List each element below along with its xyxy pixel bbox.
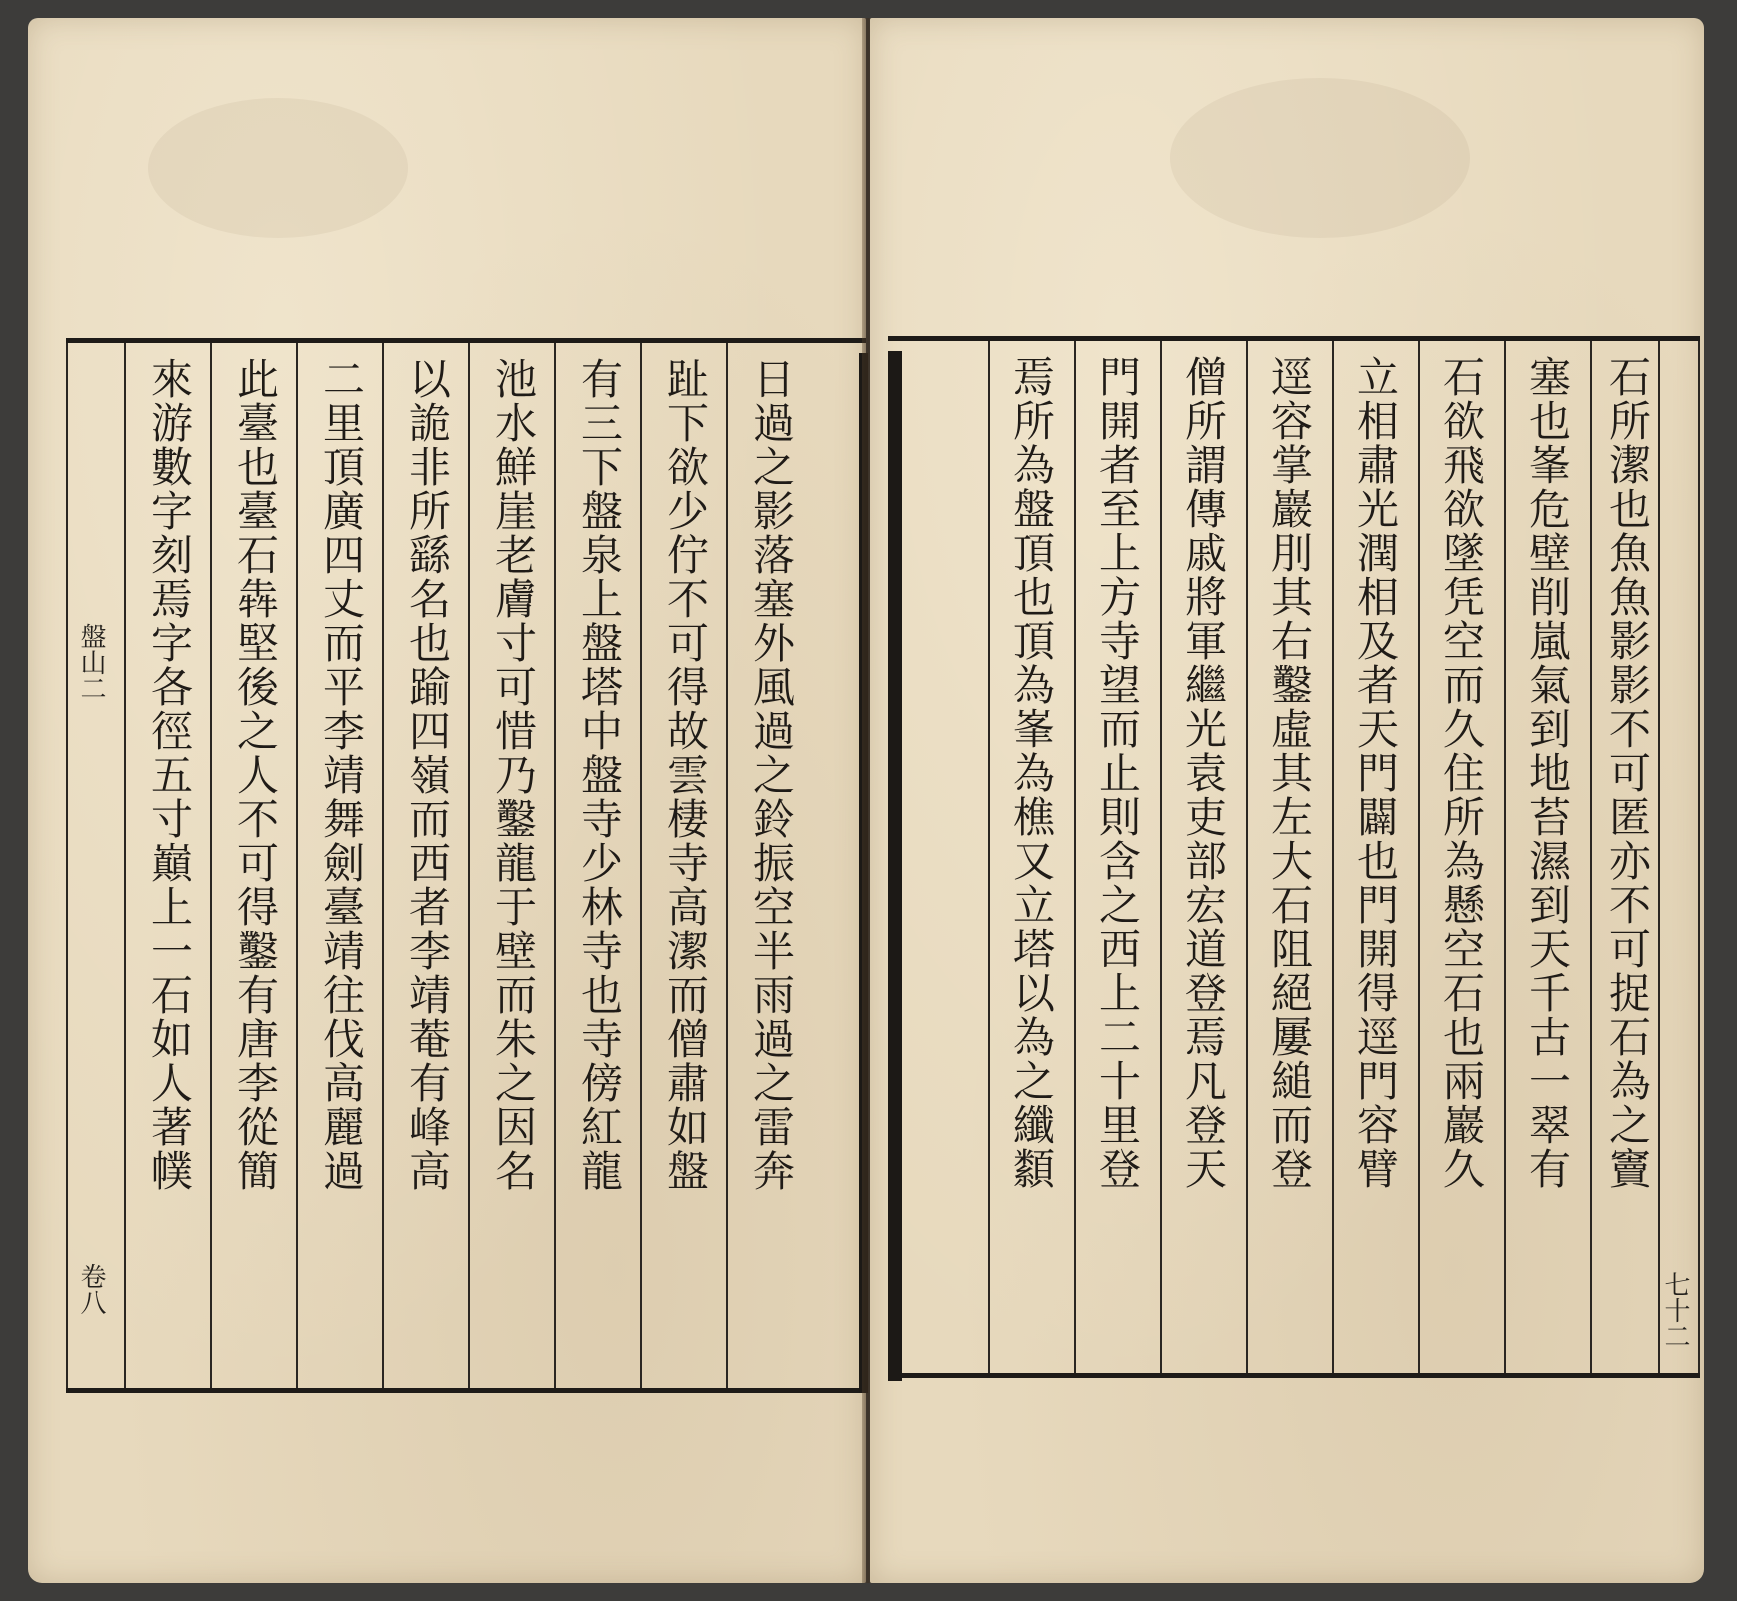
- text-column: 有三下盤泉上盤塔中盤寺少林寺也寺傍紅龍: [575, 357, 624, 1193]
- text-column: 石欲飛欲墜凭空而久住所為懸空石也兩巖久: [1437, 355, 1486, 1191]
- text-column: 石所潔也魚魚影影不可匿亦不可捉石為之竇: [1603, 355, 1652, 1191]
- right-text-frame: [888, 336, 1700, 1378]
- text-column: 逕容掌巖刖其右鑿虛其左大石阻絕屢縋而登: [1265, 355, 1314, 1191]
- text-column: 池水鮮崖老膚寸可惜乃鑿龍于壁而朱之因名: [489, 357, 538, 1193]
- column-rule: [1698, 341, 1700, 1373]
- text-column: 門開者至上方寺望而止則含之西上二十里登: [1093, 355, 1142, 1191]
- text-column: 焉所為盤頂也頂為峯為樵又立塔以為之纖纇: [1007, 355, 1056, 1191]
- paper-stain: [148, 98, 408, 238]
- text-column: 趾下欲少佇不可得故雲棲寺高潔而僧肅如盤: [661, 357, 710, 1193]
- text-column: 來游數字刻焉字各徑五寸巔上一石如人著幞: [145, 357, 194, 1193]
- right-block-edge: [888, 351, 902, 1381]
- paper-stain: [1170, 78, 1470, 238]
- left-page: [28, 18, 866, 1583]
- text-column: 此臺也臺石犇堅後之人不可得鑿有唐李從簡: [231, 357, 280, 1193]
- text-column: 二里頂廣四丈而平李靖舞劍臺靖往伐高麗過: [317, 357, 366, 1193]
- margin-title: 盤山二: [76, 623, 106, 701]
- folio-number: 七十二: [1660, 1271, 1690, 1349]
- text-column: 以詭非所繇名也踰四嶺而西者李靖菴有峰高: [403, 357, 452, 1193]
- margin-volume: 卷八: [76, 1263, 106, 1315]
- text-column: 日過之影落塞外風過之鈴振空半雨過之雷奔: [747, 357, 796, 1193]
- column-rule: [66, 343, 68, 1388]
- text-column: 僧所謂傳戚將軍繼光袁吏部宏道登焉凡登天: [1179, 355, 1228, 1191]
- left-text-frame: [66, 338, 866, 1393]
- text-column: 立相肅光潤相及者天門闢也門開得逕門容臂: [1351, 355, 1400, 1191]
- right-page: [870, 18, 1704, 1583]
- text-column: 塞也峯危壁削嵐氣到地苔濕到天千古一翠有: [1523, 355, 1572, 1191]
